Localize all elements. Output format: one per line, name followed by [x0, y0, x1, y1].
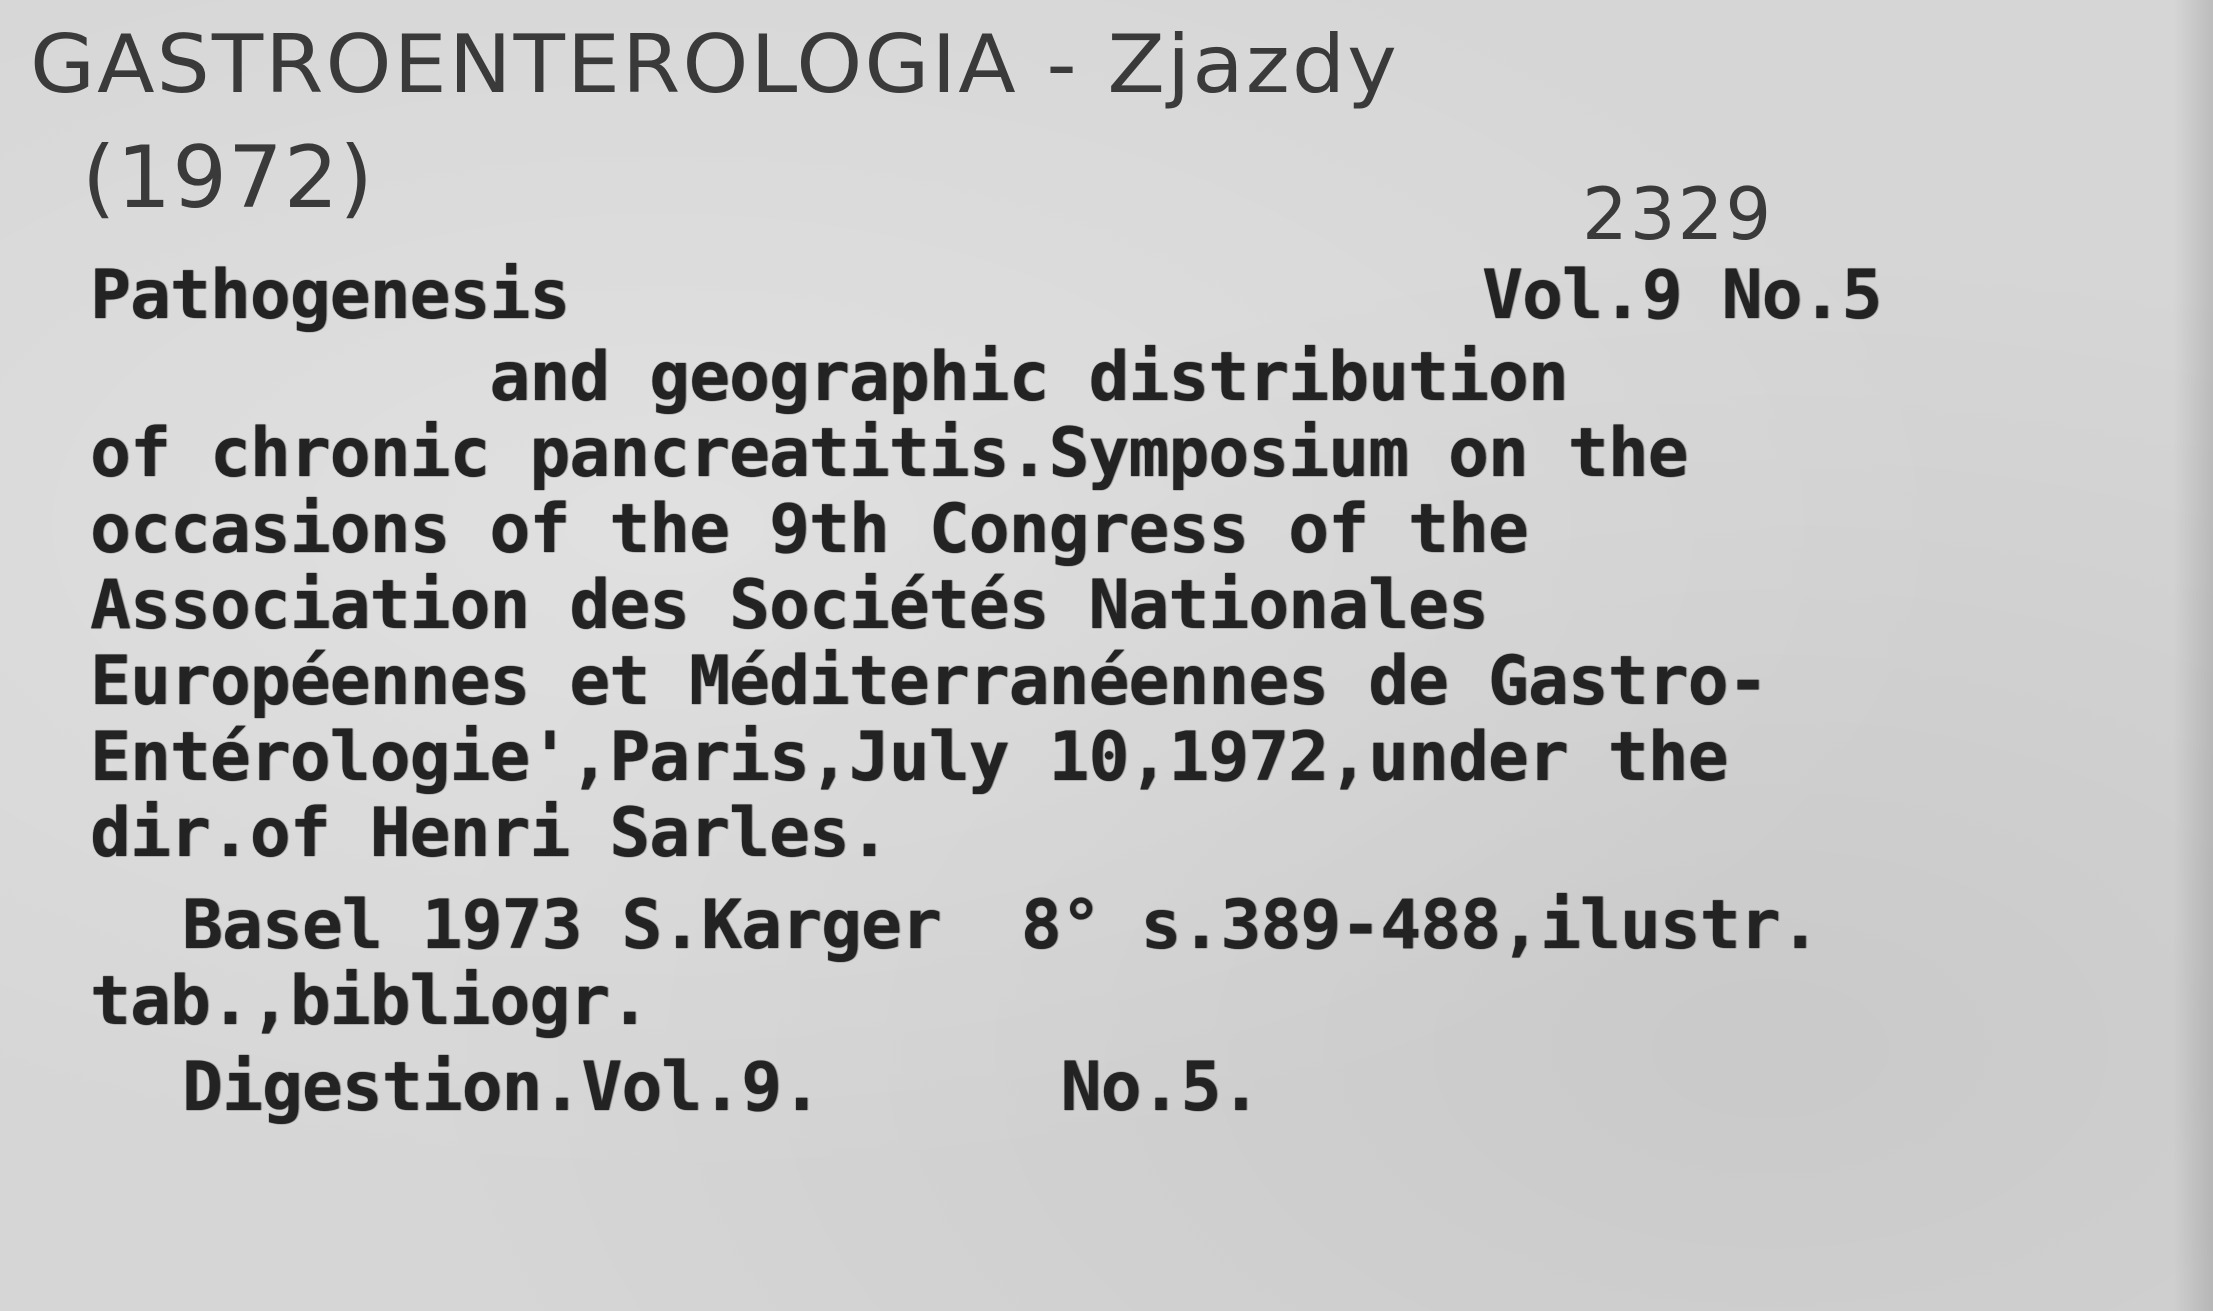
- typed-series-line: Digestion.Vol.9. No.5.: [182, 1048, 1261, 1127]
- handwritten-call-number: 2329: [1582, 172, 1774, 256]
- handwritten-year: (1972): [82, 128, 374, 228]
- typed-volume: Vol.9 No.5: [1482, 256, 1882, 335]
- handwritten-subject-heading: GASTROENTEROLOGIA - Zjazdy: [30, 18, 1399, 112]
- typed-line-6: Entérologie',Paris,July 10,1972,under the: [90, 718, 1728, 797]
- card-edge-shadow: [2173, 0, 2213, 1311]
- typed-publication-line: Basel 1973 S.Karger 8° s.389-488,ilustr.: [182, 886, 1820, 965]
- typed-line-3: occasions of the 9th Congress of the: [90, 490, 1528, 569]
- typed-line-4: Association des Sociétés Nationales: [90, 566, 1488, 645]
- typed-heading: Pathogenesis: [90, 256, 570, 335]
- typed-line-5: Européennes et Méditerranéennes de Gastro-: [90, 642, 1768, 721]
- typed-publication-line-2: tab.,bibliogr.: [90, 962, 650, 1041]
- typed-line-2: of chronic pancreatitis.Symposium on the: [90, 414, 1688, 493]
- typed-line-1: and geographic distribution: [90, 338, 1568, 417]
- typed-line-7: dir.of Henri Sarles.: [90, 794, 889, 873]
